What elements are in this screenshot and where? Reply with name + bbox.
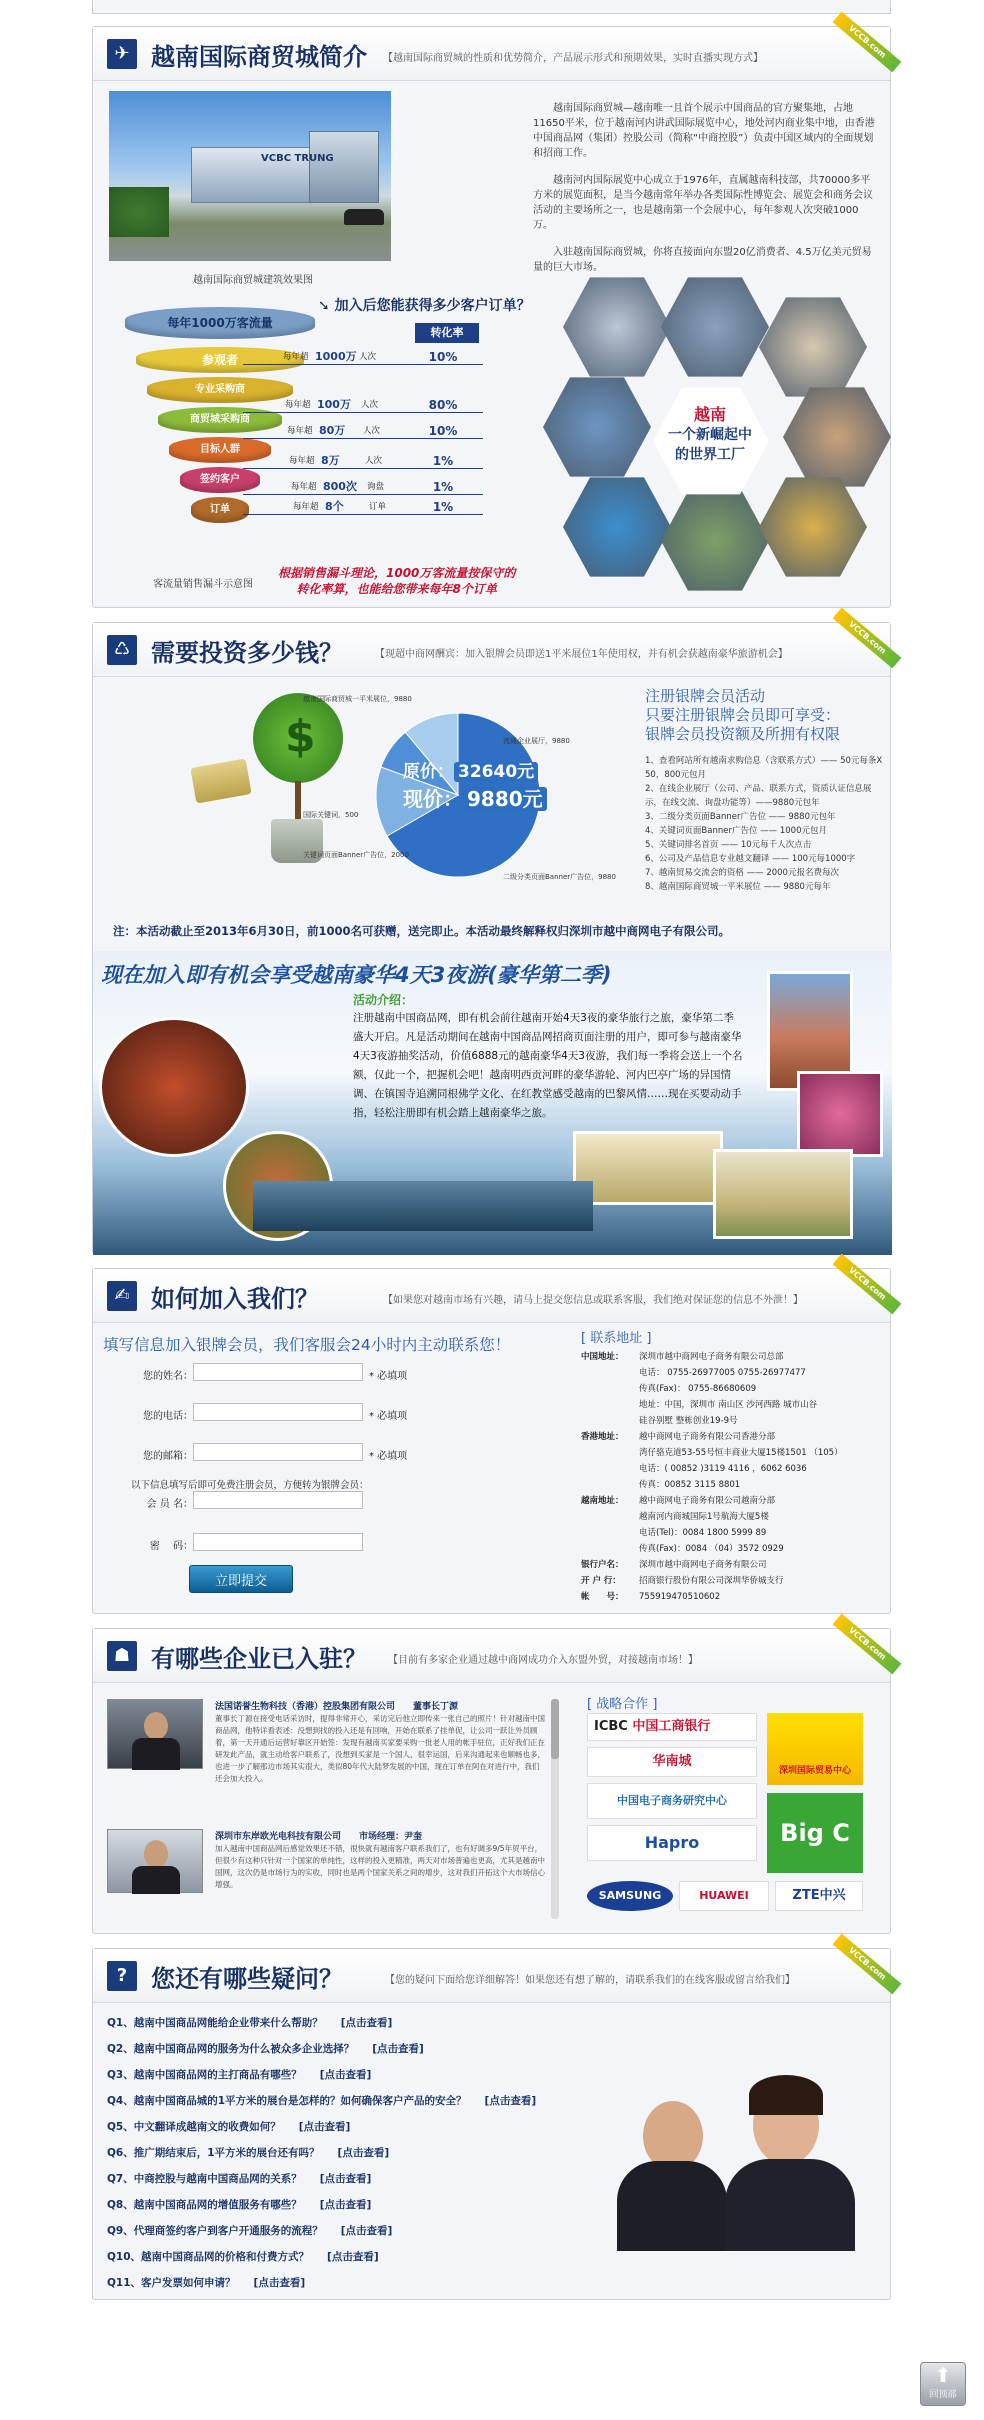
faq-item[interactable] (107, 2171, 627, 2197)
corner-ribbon: VCCB.com (833, 1254, 902, 1315)
logo-text: ICBC (594, 1719, 628, 1734)
original-price: 32640元 (454, 762, 538, 782)
faq-link[interactable]: [点击查看] (340, 2017, 393, 2029)
street-photo (573, 1131, 723, 1205)
contact-key: 越南地址： (581, 1496, 624, 1506)
row-label: 每年超 (285, 400, 311, 410)
company-name: 深圳市东岸欧光电科技有限公司 (215, 1832, 342, 1842)
contact-value: 越南河内商城国际1号航海大厦5楼 (639, 1512, 769, 1522)
section-subtitle: 【现超中商网酬宾：加入银牌会员即送1平米展位1年使用权，并有机会获越南豪华旅游机会】 (375, 649, 788, 660)
faq-link[interactable]: [点击查看] (298, 2121, 351, 2133)
row-unit: 询盘 (367, 482, 385, 492)
scrollbar[interactable] (551, 1699, 559, 1919)
member-name-input[interactable] (193, 1491, 363, 1509)
required-mark: * 必填项 (369, 1371, 408, 1382)
password-input[interactable] (193, 1533, 363, 1551)
contact-row (581, 1541, 881, 1557)
row-number: 1000万 (315, 350, 357, 363)
contact-value: 传真(Fax)：0084 （04）3572 0929 (639, 1544, 784, 1554)
faq-question: Q6、推广期结束后，1平方米的展台还有吗？ (107, 2147, 320, 2159)
row-label: 每年超 (283, 352, 309, 362)
contact-value: 电话： 0755-26977005 0755-26977477 (639, 1368, 806, 1378)
faq-item[interactable] (107, 2067, 627, 2093)
benefit-item: 4、关键词页面Banner广告位 —— 1000元包月 (645, 826, 827, 836)
current-price-label: 现价： (403, 787, 463, 811)
faq-item[interactable] (107, 2145, 627, 2171)
section-title: 您还有哪些疑问？ (151, 1964, 343, 1993)
section-subtitle: 【目前有多家企业通过越中商网成功介入东盟外贸，对接越南市场！】 (388, 1655, 698, 1666)
row-rate: 80% (428, 398, 458, 412)
email-input[interactable] (193, 1443, 363, 1461)
hapro-logo: Hapro (587, 1825, 757, 1861)
testimonial-company (215, 1699, 458, 1712)
funnel-question: ➘ 加入后您能获得多少客户订单？ (318, 298, 531, 314)
pie-label: 关键词页面Banner广告位，2000 (303, 851, 409, 859)
opera-house-photo (713, 1149, 853, 1239)
contact-value: 755919470510602 (639, 1592, 721, 1602)
section-header (93, 1625, 890, 1683)
money-tree-illustration: $ (133, 693, 253, 833)
activity-text: 注册越南中国商品网，即有机会前往越南开始4天3夜的豪华旅行之旅，豪华第二季盛大开启。凡是活动期间在越南中国商品网招商页面注册的用户，即可参与越南豪华4天3夜游抽奖活动，价值6888元的越南豪华4天3夜游，我们每一季将会送上一个名额，仅此一个，把握机会吧！越南明西贡河畔的豪华游轮、河内巴亭广场的异国情调、在镇国寺追溯同根佛学文化、在红教堂感受越南的巴黎风情……现在买要动动手指，轻松注册即有机会踏上越南豪华之旅。 (353, 1012, 743, 1119)
contact-value: 湾仔骆克道53-55号恒丰商业大厦15楼1501 （105） (639, 1448, 843, 1458)
faq-list (107, 2015, 627, 2301)
form-prompt: 填写信息加入银牌会员，我们客服会24小时内主动联系您！ (103, 1336, 511, 1354)
faq-link[interactable]: [点击查看] (319, 2173, 372, 2185)
pie-label: 二级分类页面Banner广告位，9880 (503, 873, 616, 881)
ec-research-logo: 中国电子商务研究中心 (587, 1783, 757, 1819)
testimonial-photo (107, 1829, 203, 1893)
corner-ribbon: VCCB.com (833, 1934, 902, 1995)
contact-value: 电话：( 00852 )3119 4116 ，6062 6036 (639, 1464, 807, 1474)
handshake-icon: ✍ (107, 1281, 137, 1311)
benefit-item: 8、越南国际商贸城一平米展位 —— 9880元每年 (645, 882, 831, 892)
funnel-question-text: 加入后您能获得多少客户订单？ (334, 298, 531, 314)
faq-link[interactable]: [点击查看] (484, 2095, 537, 2107)
contact-row (581, 1573, 881, 1589)
row-number: 100万 (317, 398, 351, 411)
funnel-caption: 客流量销售漏斗示意图 (153, 579, 253, 590)
faq-section (92, 1945, 891, 2300)
logo-text: 中国工商银行 (632, 1719, 711, 1734)
price-box (403, 759, 543, 813)
company-name: 法国诺誉生物科技（香港）控股集团有限公司 (215, 1702, 396, 1712)
contact-list (581, 1349, 881, 1605)
contact-value: 深圳市越中商网电子商务有限公司总部 (639, 1352, 784, 1362)
building-photo (109, 91, 391, 261)
testimonial-company (215, 1829, 422, 1842)
phone-input[interactable] (193, 1403, 363, 1421)
activity-label: 活动介绍： (353, 993, 414, 1007)
faq-item[interactable] (107, 2223, 627, 2249)
promo-title: 现在加入即有机会享受越南豪华4天3夜游(豪华第二季) (101, 963, 612, 987)
factory-photo-hex (563, 273, 671, 381)
email-label: 您的邮箱： (143, 1451, 193, 1462)
arrow-up-icon: ⬆ (934, 2363, 952, 2387)
contact-row (581, 1429, 881, 1445)
join-section (92, 1265, 891, 1614)
invest-section (92, 619, 891, 1254)
funnel-layer: 签约客户 (180, 467, 260, 493)
people-icon: ☗ (107, 1641, 137, 1671)
funnel-note-line1: 根据销售漏斗理论，1000万客流量按保守的 (278, 566, 516, 580)
factory-photo-hex (759, 293, 867, 401)
previous-section-edge (92, 0, 891, 14)
contact-key: 开 户 行： (581, 1576, 621, 1586)
row-number: 800次 (323, 480, 357, 493)
contact-key: 银行户名： (581, 1560, 624, 1570)
benefits-head3: 银牌会员投资额及所拥有权限 (645, 725, 841, 743)
flower-photo (797, 1071, 883, 1157)
faq-link[interactable]: [点击查看] (319, 2199, 372, 2211)
faq-item[interactable] (107, 2119, 627, 2145)
row-label: 每年超 (289, 456, 315, 466)
benefits-head1: 注册银牌会员活动 (645, 687, 766, 705)
runner-icon: ✈ (107, 39, 137, 69)
contact-value: 传真：00852 3115 8801 (639, 1480, 741, 1490)
row-rate: 10% (428, 350, 458, 364)
contact-value: 地址：中国，深圳市 南山区 沙河西路 城市山谷 (639, 1400, 818, 1410)
contact-row (581, 1477, 881, 1493)
contact-row (581, 1365, 881, 1381)
corner-ribbon: VCCB.com (833, 12, 902, 73)
testimonial-photo (107, 1699, 203, 1769)
section-header (93, 619, 890, 677)
faq-question: Q5、中文翻译成越南文的收费如何？ (107, 2121, 281, 2133)
contact-key: 帐 号： (581, 1592, 624, 1602)
trade-center-logo: 深圳国际贸易中心 (767, 1713, 863, 1785)
huawei-logo: HUAWEI (679, 1881, 769, 1911)
funnel-row (243, 499, 483, 515)
contact-row (581, 1525, 881, 1541)
hex-line3: 的世界工厂 (675, 447, 745, 463)
contact-row (581, 1413, 881, 1429)
funnel-layer: 参观者 (136, 347, 304, 373)
intro-paragraph: 越南河内国际展览中心成立于1976年，直属越南科技部，共70000多平方米的展览面积，是当今越南常年举办各类国际性博览会、展览会和商务会议活动的主要场所之一，也是越南第一个会展中心，每年参观人次突破1000万。 (533, 175, 873, 231)
contact-key: 中国地址： (581, 1352, 624, 1362)
contact-key: 香港地址： (581, 1432, 624, 1442)
current-price: 9880元 (463, 787, 547, 811)
funnel-rows (243, 347, 523, 547)
intro-paragraph: 入驻越南国际商贸城，你将直接面向东盟20亿消费者、4.5万亿美元贸易量的巨大市场。 (533, 247, 872, 273)
testimonial-text: 董事长丁源在接受电话采访时，提得非常开心，采访完后他立即传来一张自己的照片！针对越南中国商品网，他特详看表述：没想到找的投入还是有回响，开始在联系了挂单促，让公司一跃让外员顾着，第一天开通后运营好靠区开始签：发现有越南买家要采购一批老人用的帐手驻位，正好我们正在研发此产品，就主动给客户联系了，没想到买家是一个国人，很幸运国，后来沟通起来也顺畅也多，也进一步了解那边市场其实很大，类似80年代大陆梦发展的中国，现在订单在阿在对进行中，我们还会加大投入。 (215, 1714, 545, 1783)
funnel-row (243, 453, 483, 469)
zte-logo: ZTE中兴 (775, 1881, 863, 1911)
intro-section (92, 23, 891, 608)
pie-label: 越南国际商贸城一平米展位，9880 (303, 695, 412, 703)
pie-label: 国际关键词，500 (303, 811, 359, 819)
hex-center-text (655, 405, 765, 465)
faq-question: Q9、代理商签约客户到客户开通服务的流程？ (107, 2225, 323, 2237)
factory-photo-hex (563, 473, 671, 581)
row-rate: 1% (432, 480, 454, 494)
contact-row (581, 1381, 881, 1397)
faq-item[interactable] (107, 2015, 627, 2041)
benefit-item: 7、越南贸易交流会的资格 —— 2000元报名费每次 (645, 868, 839, 878)
original-price-label: 原价： (403, 762, 454, 782)
section-header (93, 23, 890, 81)
corner-ribbon: VCCB.com (833, 608, 902, 669)
factory-hex-collage (543, 273, 883, 603)
icbc-logo (587, 1713, 757, 1741)
contact-value: 招商银行股份有限公司深圳华侨城支行 (639, 1576, 784, 1586)
benefits-head2: 只要注册银牌会员即可享受： (645, 706, 841, 724)
row-label: 每年超 (293, 502, 319, 512)
contact-value: 越中商网电子商务有限公司越南分部 (639, 1496, 776, 1506)
factory-photo-hex (543, 373, 651, 481)
phone-label: 您的电话： (143, 1411, 193, 1422)
required-mark: * 必填项 (369, 1451, 408, 1462)
factory-photo-hex (759, 473, 867, 581)
contact-row (581, 1589, 881, 1605)
submit-button[interactable]: 立即提交 (189, 1565, 293, 1593)
contact-title: [ 联系地址 ] (581, 1331, 652, 1346)
factory-photo-hex (783, 383, 891, 491)
china-south-city-logo: 华南城 (587, 1747, 757, 1777)
benefit-item: 1、查看阿站所有越南求购信息（含联系方式）—— 50元每条X 50，800元包月 (645, 756, 883, 780)
funnel-row (243, 397, 483, 413)
intro-text (533, 101, 878, 275)
name-label: 您的姓名： (143, 1371, 193, 1382)
activity-note: 注：本活动截止至2013年6月30日，前1000名可获赠，送完即止。本活动最终解释权归深圳市越中商网电子有限公司。 (113, 924, 731, 938)
section-title: 如何加入我们？ (151, 1284, 319, 1313)
faq-question: Q11、客户发票如何申请？ (107, 2277, 236, 2289)
contact-row (581, 1349, 881, 1365)
row-label: 每年超 (291, 482, 317, 492)
funnel-layer: 专业采购商 (147, 377, 293, 403)
contact-row (581, 1461, 881, 1477)
section-title: 有哪些企业已入驻？ (151, 1644, 367, 1673)
faq-question: Q7、中商控股与越南中国商品网的关系？ (107, 2173, 302, 2185)
section-title: 需要投资多少钱？ (151, 638, 343, 667)
contact-row (581, 1445, 881, 1461)
faq-link[interactable]: [点击查看] (253, 2277, 306, 2289)
contact-row (581, 1397, 881, 1413)
back-to-top-button[interactable] (920, 2362, 966, 2406)
companies-section (92, 1625, 891, 1934)
testimonial-text: 加入越南中国商品网后感觉效果还不错，很快就有越南客户联系我们了，也有好调多9/5年贸平台，但很少有这种只针对一个国家的单纯性，这样的投入更精准，两天对市场普遍也更高，尤其是越南中国网，这次仍是市场行为的实收，同时也是两个国家关系之间的增步，这对我们开拓这个大市场信心增强。 (215, 1844, 545, 1889)
faq-item[interactable] (107, 2249, 627, 2275)
factory-photo-hex (661, 487, 769, 595)
required-mark: * 必填项 (369, 1411, 408, 1422)
section-subtitle: 【您的疑问下面给您详细解答！如果您还有想了解的，请联系我们的在线客服或留言给我们】 (385, 1975, 795, 1986)
section-header (93, 1945, 890, 2003)
faq-link[interactable]: [点击查看] (319, 2069, 372, 2081)
section-title: 越南国际商贸城简介 (151, 42, 367, 71)
funnel-layer: 每年1000万客流量 (125, 307, 315, 339)
contact-value: 传真(Fax)： 0755-86680609 (639, 1384, 757, 1394)
faq-question: Q10、越南中国商品网的价格和付费方式？ (107, 2251, 310, 2263)
member-benefits (645, 687, 885, 894)
partner-logos (587, 1713, 887, 1929)
funnel-row (243, 423, 483, 439)
row-unit: 人次 (359, 352, 377, 362)
funnel-row (243, 479, 483, 495)
customer-service-photo (603, 2061, 883, 2281)
hex-line2: 一个新崛起中 (668, 427, 752, 443)
person-role: 市场经理：尹奎 (359, 1832, 423, 1842)
funnel-layer: 订单 (191, 497, 249, 523)
section-subtitle: 【越南国际商贸城的性质和优势简介，产品展示形式和预期效果，实时直播实现方式】 (383, 53, 763, 64)
section-subtitle: 【如果您对越南市场有兴趣，请马上提交您信息或联系客服，我们绝对保证您的信息不外泄！】 (383, 1295, 803, 1306)
row-unit: 人次 (361, 400, 379, 410)
funnel-layer: 商贸城采购商 (158, 407, 282, 433)
benefit-item: 5、关键词排名首页 —— 10元每千人次点击 (645, 840, 812, 850)
contact-value: 硅谷别墅 整栋创业19-9号 (639, 1416, 738, 1426)
login-note: 以下信息填写后即可免费注册会员，方便转为银牌会员： (131, 1480, 369, 1491)
contact-row (581, 1493, 881, 1509)
question-icon: ? (107, 1961, 137, 1991)
factory-photo-hex (661, 273, 769, 381)
contact-value: 深圳市越中商网电子商务有限公司 (639, 1560, 767, 1570)
row-unit: 人次 (365, 456, 383, 466)
faq-link[interactable]: [点击查看] (327, 2251, 379, 2263)
corner-ribbon: VCCB.com (833, 1614, 902, 1675)
funnel-note-line2: 转化率算，也能给您带来每年8个订单 (296, 582, 497, 596)
faq-item[interactable] (107, 2197, 627, 2223)
row-rate: 1% (432, 454, 454, 468)
partners-title: [ 战略合作 ] (587, 1697, 658, 1712)
row-rate: 10% (428, 424, 458, 438)
faq-item[interactable] (107, 2093, 627, 2119)
row-unit: 订单 (369, 502, 387, 512)
benefit-item: 3、二级分类页面Banner广告位 —— 9880元包年 (645, 812, 836, 822)
row-label: 每年超 (287, 426, 313, 436)
coin-icon: ♺ (107, 635, 137, 665)
bigc-logo: Big C (767, 1793, 863, 1873)
person-role: 董事长丁源 (413, 1702, 459, 1712)
faq-question: Q4、越南中国商品城的1平方米的展台是怎样的？如何确保客户产品的安全？ (107, 2095, 467, 2107)
contact-row (581, 1557, 881, 1573)
faq-question: Q1、越南中国商品网能给企业带来什么帮助？ (107, 2017, 323, 2029)
contact-value: 电话(Tel)：0084 1800 5999 89 (639, 1528, 767, 1538)
funnel-layer: 目标人群 (169, 437, 271, 463)
password-label: 密 码： (149, 1541, 193, 1552)
row-number: 8万 (321, 454, 340, 467)
signup-form (93, 1361, 563, 1611)
row-number: 80万 (319, 424, 346, 437)
intro-paragraph: 越南国际商贸城—越南唯一且首个展示中国商品的官方聚集地，占地11650平米，位于越南河内讲武国际展览中心，地处河内商业集中地，由香港中国商品网（集团）控股公司（简称“中商控股”）负责中国区域内的全面规划和招商工作。 (533, 103, 875, 159)
travel-promo-banner (93, 951, 892, 1255)
faq-item[interactable] (107, 2275, 627, 2301)
rate-header: 转化率 (415, 323, 479, 343)
row-unit: 人次 (363, 426, 381, 436)
name-input[interactable] (193, 1363, 363, 1381)
benefit-item: 6、公司及产品信息专业越文翻译 —— 100元每1000字 (645, 854, 856, 864)
faq-question: Q2、越南中国商品网的服务为什么被众多企业选择？ (107, 2043, 355, 2055)
contact-row (581, 1509, 881, 1525)
hex-line1: 越南 (693, 405, 726, 424)
row-rate: 1% (432, 500, 454, 514)
faq-link[interactable]: [点击查看] (337, 2147, 390, 2159)
faq-item[interactable] (107, 2041, 627, 2067)
contact-value: 越中商网电子商务有限公司香港分部 (639, 1432, 776, 1442)
bay-photo (253, 1181, 593, 1231)
section-header (93, 1265, 890, 1323)
funnel-note (278, 565, 515, 597)
faq-link[interactable]: [点击查看] (372, 2043, 424, 2055)
temple-photo (99, 1017, 249, 1157)
funnel-row (243, 349, 483, 365)
faq-question: Q3、越南中国商品网的主打商品有哪些？ (107, 2069, 302, 2081)
samsung-logo: SAMSUNG (587, 1881, 673, 1911)
faq-question: Q8、越南中国商品网的增值服务有哪些？ (107, 2199, 302, 2211)
back-to-top-label: 回顶部 (929, 2390, 957, 2400)
pie-label: 流通企业展厅，9880 (503, 737, 570, 745)
benefit-item: 2、在线企业展厅（公司、产品、联系方式，资质认证信息展示，在线交流、询盘功能等）——9880元包年 (645, 784, 872, 808)
faq-link[interactable]: [点击查看] (340, 2225, 393, 2237)
member-name-label: 会 员 名： (146, 1499, 193, 1510)
building-sign: VCBC TRUNG (261, 153, 334, 164)
photo-caption: 越南国际商贸城建筑效果图 (193, 275, 313, 286)
row-number: 8个 (325, 500, 344, 513)
